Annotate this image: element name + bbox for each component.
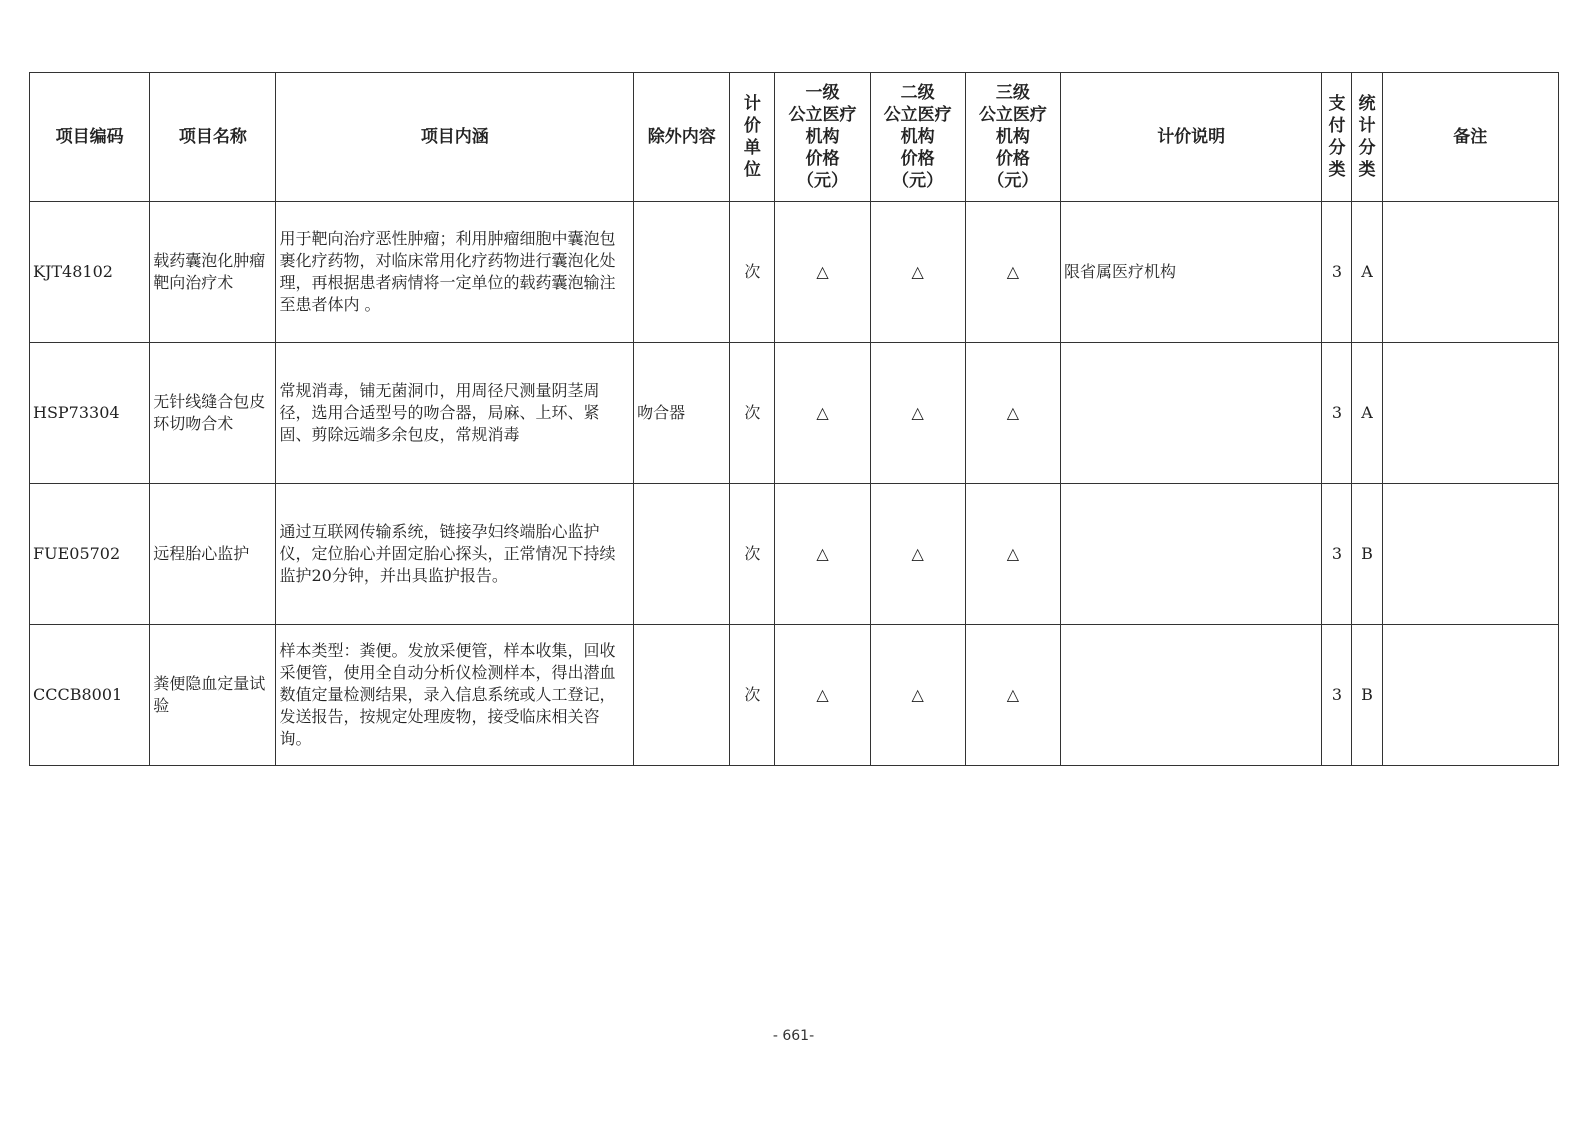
cell-price-level1: △ [775,343,870,484]
cell-price-level2: △ [870,484,965,625]
header-price-level1: 一级 公立医疗 机构 价格 （元） [775,73,870,202]
cell-remarks [1382,202,1558,343]
cell-unit: 次 [730,484,775,625]
header-content: 项目内涵 [276,73,634,202]
cell-content: 通过互联网传输系统，链接孕妇终端胎心监护仪，定位胎心并固定胎心探头，正常情况下持续监护20分钟，并出具监护报告。 [276,484,634,625]
cell-unit: 次 [730,202,775,343]
cell-pricing-note [1060,625,1322,766]
table-row [30,625,1559,766]
cell-payment-category: 3 [1322,625,1352,766]
cell-remarks [1382,484,1558,625]
cell-unit: 次 [730,625,775,766]
header-name: 项目名称 [150,73,276,202]
pricing-table [29,72,1559,766]
table-row [30,484,1559,625]
cell-price-level1: △ [775,202,870,343]
header-row [30,73,1559,202]
cell-code: CCCB8001 [30,625,150,766]
cell-exclusions [634,202,730,343]
cell-remarks [1382,625,1558,766]
cell-name: 远程胎心监护 [150,484,276,625]
cell-content: 样本类型：粪便。发放采便管，样本收集，回收采便管，使用全自动分析仪检测样本，得出潜血数值定量检测结果，录入信息系统或人工登记，发送报告，按规定处理废物，接受临床相关咨询。 [276,625,634,766]
cell-code: HSP73304 [30,343,150,484]
cell-exclusions [634,625,730,766]
table-row [30,202,1559,343]
cell-price-level3: △ [965,202,1060,343]
header-code: 项目编码 [30,73,150,202]
cell-price-level3: △ [965,343,1060,484]
cell-remarks [1382,343,1558,484]
table-row [30,343,1559,484]
header-exclusions: 除外内容 [634,73,730,202]
header-price-level3: 三级 公立医疗 机构 价格 （元） [965,73,1060,202]
cell-code: KJT48102 [30,202,150,343]
header-payment-category: 支 付 分 类 [1322,73,1352,202]
cell-pricing-note [1060,484,1322,625]
cell-payment-category: 3 [1322,202,1352,343]
cell-stat-category: A [1352,202,1382,343]
cell-pricing-note: 限省属医疗机构 [1060,202,1322,343]
cell-price-level2: △ [870,202,965,343]
cell-stat-category: A [1352,343,1382,484]
cell-payment-category: 3 [1322,343,1352,484]
cell-price-level2: △ [870,343,965,484]
cell-price-level1: △ [775,484,870,625]
cell-price-level3: △ [965,484,1060,625]
cell-stat-category: B [1352,484,1382,625]
cell-name: 粪便隐血定量试验 [150,625,276,766]
header-unit: 计 价 单 位 [730,73,775,202]
cell-exclusions [634,484,730,625]
cell-price-level1: △ [775,625,870,766]
cell-payment-category: 3 [1322,484,1352,625]
cell-price-level2: △ [870,625,965,766]
cell-exclusions: 吻合器 [634,343,730,484]
cell-price-level3: △ [965,625,1060,766]
page-number: - 661- [772,1028,815,1044]
cell-name: 载药囊泡化肿瘤靶向治疗术 [150,202,276,343]
cell-content: 用于靶向治疗恶性肿瘤；利用肿瘤细胞中囊泡包裹化疗药物，对临床常用化疗药物进行囊泡化处理，再根据患者病情将一定单位的载药囊泡输注至患者体内 。 [276,202,634,343]
cell-name: 无针线缝合包皮环切吻合术 [150,343,276,484]
cell-pricing-note [1060,343,1322,484]
cell-stat-category: B [1352,625,1382,766]
cell-code: FUE05702 [30,484,150,625]
header-price-level2: 二级 公立医疗 机构 价格 （元） [870,73,965,202]
header-pricing-note: 计价说明 [1060,73,1322,202]
cell-content: 常规消毒，铺无菌洞巾，用周径尺测量阴茎周径，选用合适型号的吻合器，局麻、上环、紧固、剪除远端多余包皮，常规消毒 [276,343,634,484]
cell-unit: 次 [730,343,775,484]
header-stat-category: 统 计 分 类 [1352,73,1382,202]
header-remarks: 备注 [1382,73,1558,202]
